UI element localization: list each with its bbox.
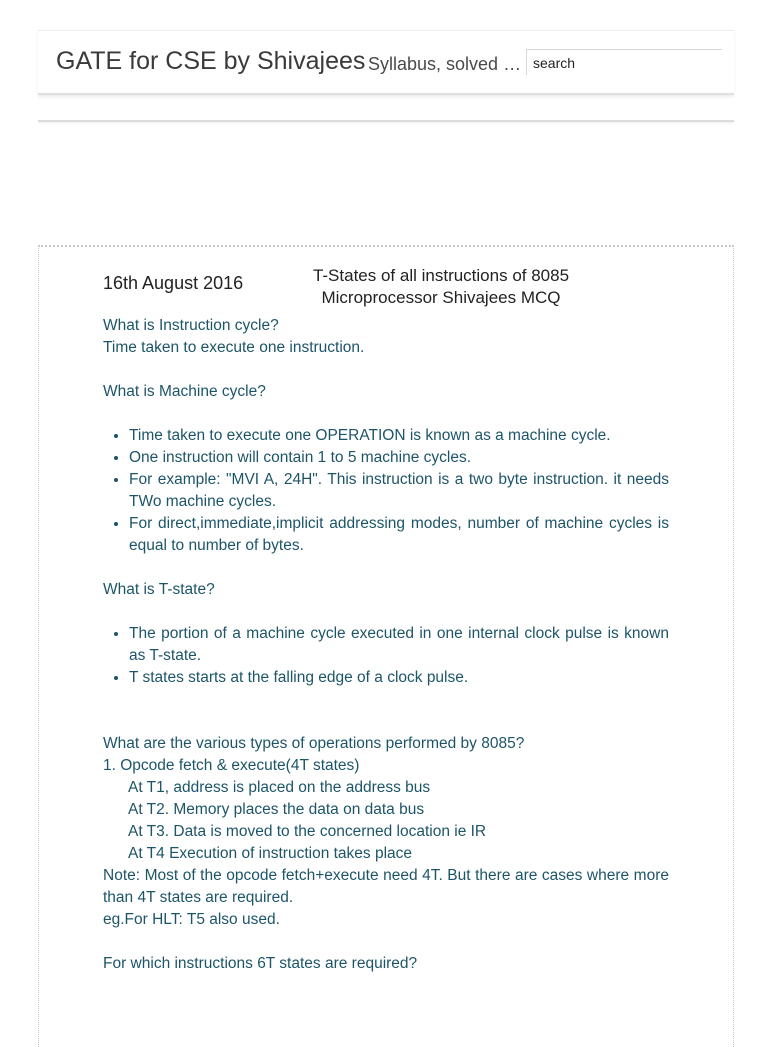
post-body [103, 315, 669, 975]
post-card [38, 245, 734, 1047]
opcode-step: At T4 Execution of instruction takes place [128, 845, 413, 862]
example-text: eg.For HLT: T5 also used. [103, 911, 280, 928]
question-instruction-cycle: What is Instruction cycle? [103, 317, 279, 334]
opcode-step: At T2. Memory places the data on data bus [128, 801, 425, 818]
question-machine-cycle: What is Machine cycle? [103, 383, 266, 400]
list-item: • Time taken to execute one OPERATION is known as a machine cycle. [129, 425, 669, 447]
note-text: Note: Most of the opcode fetch+execute need 4T. But there are cases where more than 4T states are required. [103, 867, 669, 906]
question-operations: What are the various types of operations performed by 8085? [103, 735, 525, 752]
site-title[interactable]: GATE for CSE by Shivajees [56, 47, 366, 75]
opcode-step: At T3. Data is moved to the concerned location ie IR [128, 823, 487, 840]
search-input[interactable] [526, 49, 722, 75]
post-title[interactable]: T-States of all instructions of 8085 Microprocessor Shivajees MCQ [312, 266, 570, 307]
question-t-state: What is T-state? [103, 581, 215, 598]
site-header [38, 30, 734, 95]
answer-instruction-cycle: Time taken to execute one instruction. [103, 339, 365, 356]
list-item: • For direct,immediate,implicit addressing modes, number of machine cycles is equal to number of bytes. [129, 513, 669, 557]
list-item: • One instruction will contain 1 to 5 machine cycles. [129, 447, 669, 469]
t-state-list [103, 623, 669, 689]
post-date: 16th August 2016 [103, 273, 244, 293]
list-item: • The portion of a machine cycle executed in one internal clock pulse is known as T-state. [129, 623, 669, 667]
opcode-fetch-heading: 1. Opcode fetch & execute(4T states) [103, 757, 360, 774]
question-6t-states: For which instructions 6T states are required? [103, 955, 418, 972]
header-divider [38, 120, 734, 122]
opcode-step: At T1, address is placed on the address bus [128, 779, 431, 796]
list-item: • For example: "MVI A, 24H". This instruction is a two byte instruction. it needs TWo machine cycles. [129, 469, 669, 513]
site-description: Syllabus, solved … [368, 54, 522, 74]
machine-cycle-list [103, 425, 669, 557]
list-item: • T states starts at the falling edge of a clock pulse. [129, 667, 669, 689]
